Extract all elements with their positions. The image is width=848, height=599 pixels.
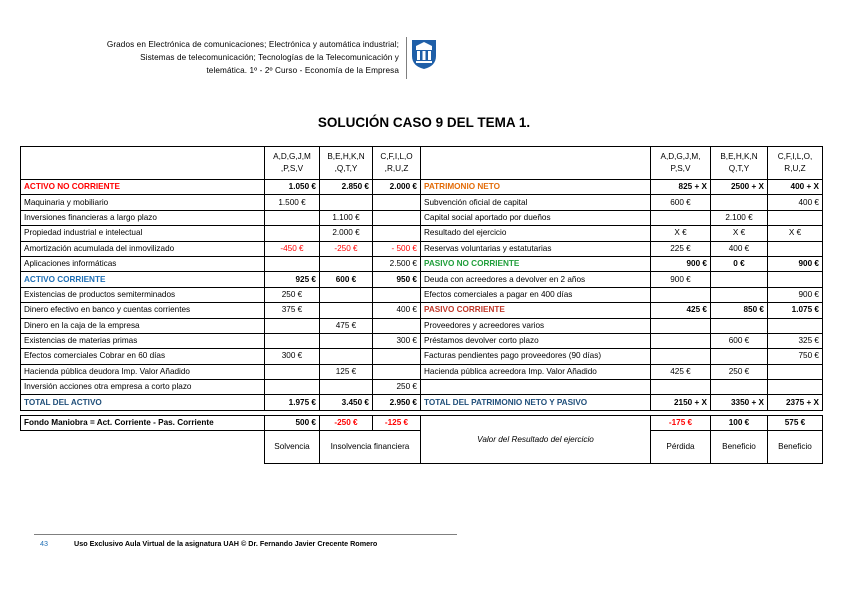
cell-value: 250 € (711, 364, 768, 379)
cell-value: 850 € (711, 303, 768, 318)
row-label-right: Proveedores y acreedores varios (421, 318, 651, 333)
cell-value: 400 + X (768, 180, 823, 195)
table-row (21, 318, 823, 333)
table-row (21, 272, 823, 287)
cell-value: 2.850 € (320, 180, 373, 195)
header-line-3: telemática. 1º - 2º Curso - Economía de la Empresa (206, 66, 399, 75)
col-header-group-1: A,D,G,J,M ,P,S,V (265, 147, 320, 180)
cell-value: 400 € (373, 303, 421, 318)
cell-value (768, 380, 823, 395)
cell-value (651, 287, 711, 302)
table-row (21, 364, 823, 379)
cell-value: 3350 + X (711, 395, 768, 410)
cell-value: 750 € (768, 349, 823, 364)
header-line-1: Grados en Electrónica de comunicaciones; Electrónica y automática industrial; (106, 40, 399, 49)
cell-value (651, 210, 711, 225)
table-row (21, 333, 823, 348)
cell-value: 375 € (265, 303, 320, 318)
cell-value (768, 272, 823, 287)
header-blank-left (21, 147, 265, 180)
cell-value: -250 € (320, 415, 373, 430)
row-label-right (421, 380, 651, 395)
table-header-row (21, 147, 823, 180)
cell-value (373, 349, 421, 364)
table-row (21, 380, 823, 395)
row-label-left: Inversiones financieras a largo plazo (21, 210, 265, 225)
cell-value (373, 364, 421, 379)
cell-value (320, 287, 373, 302)
cell-value: -250 € (320, 241, 373, 256)
cell-value (265, 226, 320, 241)
row-label-left: Existencias de materias primas (21, 333, 265, 348)
table-row (21, 303, 823, 318)
row-label-left: Inversión acciones otra empresa a corto plazo (21, 380, 265, 395)
cell-value: 3.450 € (320, 395, 373, 410)
document-header (20, 38, 399, 77)
row-label-right: Préstamos devolver corto plazo (421, 333, 651, 348)
cell-value (320, 333, 373, 348)
table-row-total (21, 395, 823, 410)
row-label-left: ACTIVO NO CORRIENTE (21, 180, 265, 195)
cell-value: -125 € (373, 415, 421, 430)
cell-value: X € (711, 226, 768, 241)
cell-value (373, 287, 421, 302)
cell-value (373, 210, 421, 225)
cell-value (768, 364, 823, 379)
cell-value: 225 € (651, 241, 711, 256)
cell-value: 2.950 € (373, 395, 421, 410)
page-number: 43 (40, 539, 48, 548)
row-label-left: Existencias de productos semiterminados (21, 287, 265, 302)
cell-value: 575 € (768, 415, 823, 430)
row-label-left: Efectos comerciales Cobrar en 60 días (21, 349, 265, 364)
cell-value (265, 256, 320, 271)
table-row (21, 256, 823, 271)
cell-value (373, 318, 421, 333)
balance-table (20, 146, 823, 464)
cell-value: 250 € (265, 287, 320, 302)
table-row (21, 241, 823, 256)
cell-value: 125 € (320, 364, 373, 379)
cell-value (651, 333, 711, 348)
row-label-left: ACTIVO CORRIENTE (21, 272, 265, 287)
table-row (21, 180, 823, 195)
cell-value: X € (768, 226, 823, 241)
cell-value: 600 € (320, 272, 373, 287)
situacion-beneficio-1: Beneficio (711, 431, 768, 464)
cell-value: 1.975 € (265, 395, 320, 410)
cell-value: 400 € (768, 195, 823, 210)
situacion-insolvencia: Insolvencia financiera (320, 431, 421, 464)
col-header-group-6: C,F,I,L,O, R,U,Z (768, 147, 823, 180)
header-line-2: Sistemas de telecomunicación; Tecnologías de la Telecomunicación y (140, 53, 399, 62)
cell-value (320, 195, 373, 210)
fondo-maniobra-label: Fondo Maniobra = Act. Corriente - Pas. Corriente (21, 415, 265, 430)
cell-value: 2.100 € (711, 210, 768, 225)
cell-value: 2150 + X (651, 395, 711, 410)
row-label-left: Hacienda pública deudora Imp. Valor Añadido (21, 364, 265, 379)
col-header-group-5: B,E,H,K,N Q,T,Y (711, 147, 768, 180)
row-label-left: Amortización acumulada del inmovilizado (21, 241, 265, 256)
cell-value: 325 € (768, 333, 823, 348)
cell-value (320, 349, 373, 364)
row-label-right: Efectos comerciales a pagar en 400 días (421, 287, 651, 302)
cell-value (768, 241, 823, 256)
header-blank-right (421, 147, 651, 180)
row-label-right: Resultado del ejercicio (421, 226, 651, 241)
footer-text: Uso Exclusivo Aula Virtual de la asignatura UAH © Dr. Fernando Javier Crecente Romero (74, 539, 378, 548)
cell-value: 2.000 € (320, 226, 373, 241)
table-row (21, 287, 823, 302)
page-footer (40, 539, 377, 548)
cell-value: 925 € (265, 272, 320, 287)
cell-value: 400 € (711, 241, 768, 256)
resultado-note: Valor del Resultado del ejercicio (421, 415, 651, 463)
cell-value: 475 € (320, 318, 373, 333)
table-row (21, 226, 823, 241)
row-label-left: Propiedad industrial e intelectual (21, 226, 265, 241)
row-label-left: Dinero en la caja de la empresa (21, 318, 265, 333)
cell-value: 900 € (768, 287, 823, 302)
cell-value: 300 € (265, 349, 320, 364)
cell-value: 950 € (373, 272, 421, 287)
cell-value (651, 380, 711, 395)
cell-value: 100 € (711, 415, 768, 430)
cell-value: 2375 + X (768, 395, 823, 410)
cell-value (265, 210, 320, 225)
cell-value: 600 € (651, 195, 711, 210)
cell-value: 0 € (711, 256, 768, 271)
cell-value: 1.100 € (320, 210, 373, 225)
col-header-group-4: A,D,G,J,M, P,S,V (651, 147, 711, 180)
row-label-left: Dinero efectivo en banco y cuentas corrientes (21, 303, 265, 318)
cell-value: 1.050 € (265, 180, 320, 195)
cell-value (265, 380, 320, 395)
table-row (21, 195, 823, 210)
table-row (21, 349, 823, 364)
footer-divider (34, 534, 457, 535)
cell-value: 1.075 € (768, 303, 823, 318)
cell-value (373, 195, 421, 210)
cell-value (265, 364, 320, 379)
cell-value: 2500 + X (711, 180, 768, 195)
header-divider (406, 37, 407, 79)
cell-value: 900 € (768, 256, 823, 271)
fondo-maniobra-row (21, 415, 823, 430)
cell-value: - 500 € (373, 241, 421, 256)
cell-value: 900 € (651, 256, 711, 271)
row-label-left: Maquinaria y mobiliario (21, 195, 265, 210)
row-label-left: Aplicaciones informáticas (21, 256, 265, 271)
cell-value: -175 € (651, 415, 711, 430)
row-label-right: TOTAL DEL PATRIMONIO NETO Y PASIVO (421, 395, 651, 410)
cell-value: -450 € (265, 241, 320, 256)
situacion-beneficio-2: Beneficio (768, 431, 823, 464)
table-row (21, 210, 823, 225)
row-label-right: PASIVO NO CORRIENTE (421, 256, 651, 271)
cell-value: X € (651, 226, 711, 241)
cell-value (711, 287, 768, 302)
row-label-right: PASIVO CORRIENTE (421, 303, 651, 318)
cell-value (711, 318, 768, 333)
row-label-right: Facturas pendientes pago proveedores (90 días) (421, 349, 651, 364)
cell-value (768, 210, 823, 225)
cell-value (651, 318, 711, 333)
cell-value (265, 318, 320, 333)
cell-value: 600 € (711, 333, 768, 348)
cell-value: 900 € (651, 272, 711, 287)
row-label-right: Reservas voluntarias y estatutarias (421, 241, 651, 256)
cell-value (651, 349, 711, 364)
cell-value (711, 272, 768, 287)
cell-value (711, 195, 768, 210)
row-label-left: TOTAL DEL ACTIVO (21, 395, 265, 410)
situacion-perdida: Pérdida (651, 431, 711, 464)
cell-value (373, 226, 421, 241)
cell-value: 2.500 € (373, 256, 421, 271)
row-label-right: Subvención oficial de capital (421, 195, 651, 210)
cell-value: 2.000 € (373, 180, 421, 195)
situacion-blank (21, 431, 265, 464)
cell-value (711, 380, 768, 395)
cell-value: 300 € (373, 333, 421, 348)
cell-value: 1.500 € (265, 195, 320, 210)
cell-value (265, 333, 320, 348)
cell-value: 825 + X (651, 180, 711, 195)
cell-value: 425 € (651, 364, 711, 379)
cell-value (320, 256, 373, 271)
row-label-right: Hacienda pública acreedora Imp. Valor Añadido (421, 364, 651, 379)
col-header-group-2: B,E,H,K,N ,Q,T,Y (320, 147, 373, 180)
row-label-right: Capital social aportado por dueños (421, 210, 651, 225)
row-label-right: PATRIMONIO NETO (421, 180, 651, 195)
cell-value: 500 € (265, 415, 320, 430)
col-header-group-3: C,F,I,L,O ,R,U,Z (373, 147, 421, 180)
page-title: SOLUCIÓN CASO 9 DEL TEMA 1. (317, 115, 531, 130)
situacion-solvencia: Solvencia (265, 431, 320, 464)
university-logo-icon (410, 38, 438, 70)
cell-value (768, 318, 823, 333)
row-label-right: Deuda con acreedores a devolver en 2 años (421, 272, 651, 287)
cell-value: 250 € (373, 380, 421, 395)
cell-value (320, 303, 373, 318)
cell-value (320, 380, 373, 395)
cell-value: 425 € (651, 303, 711, 318)
cell-value (711, 349, 768, 364)
